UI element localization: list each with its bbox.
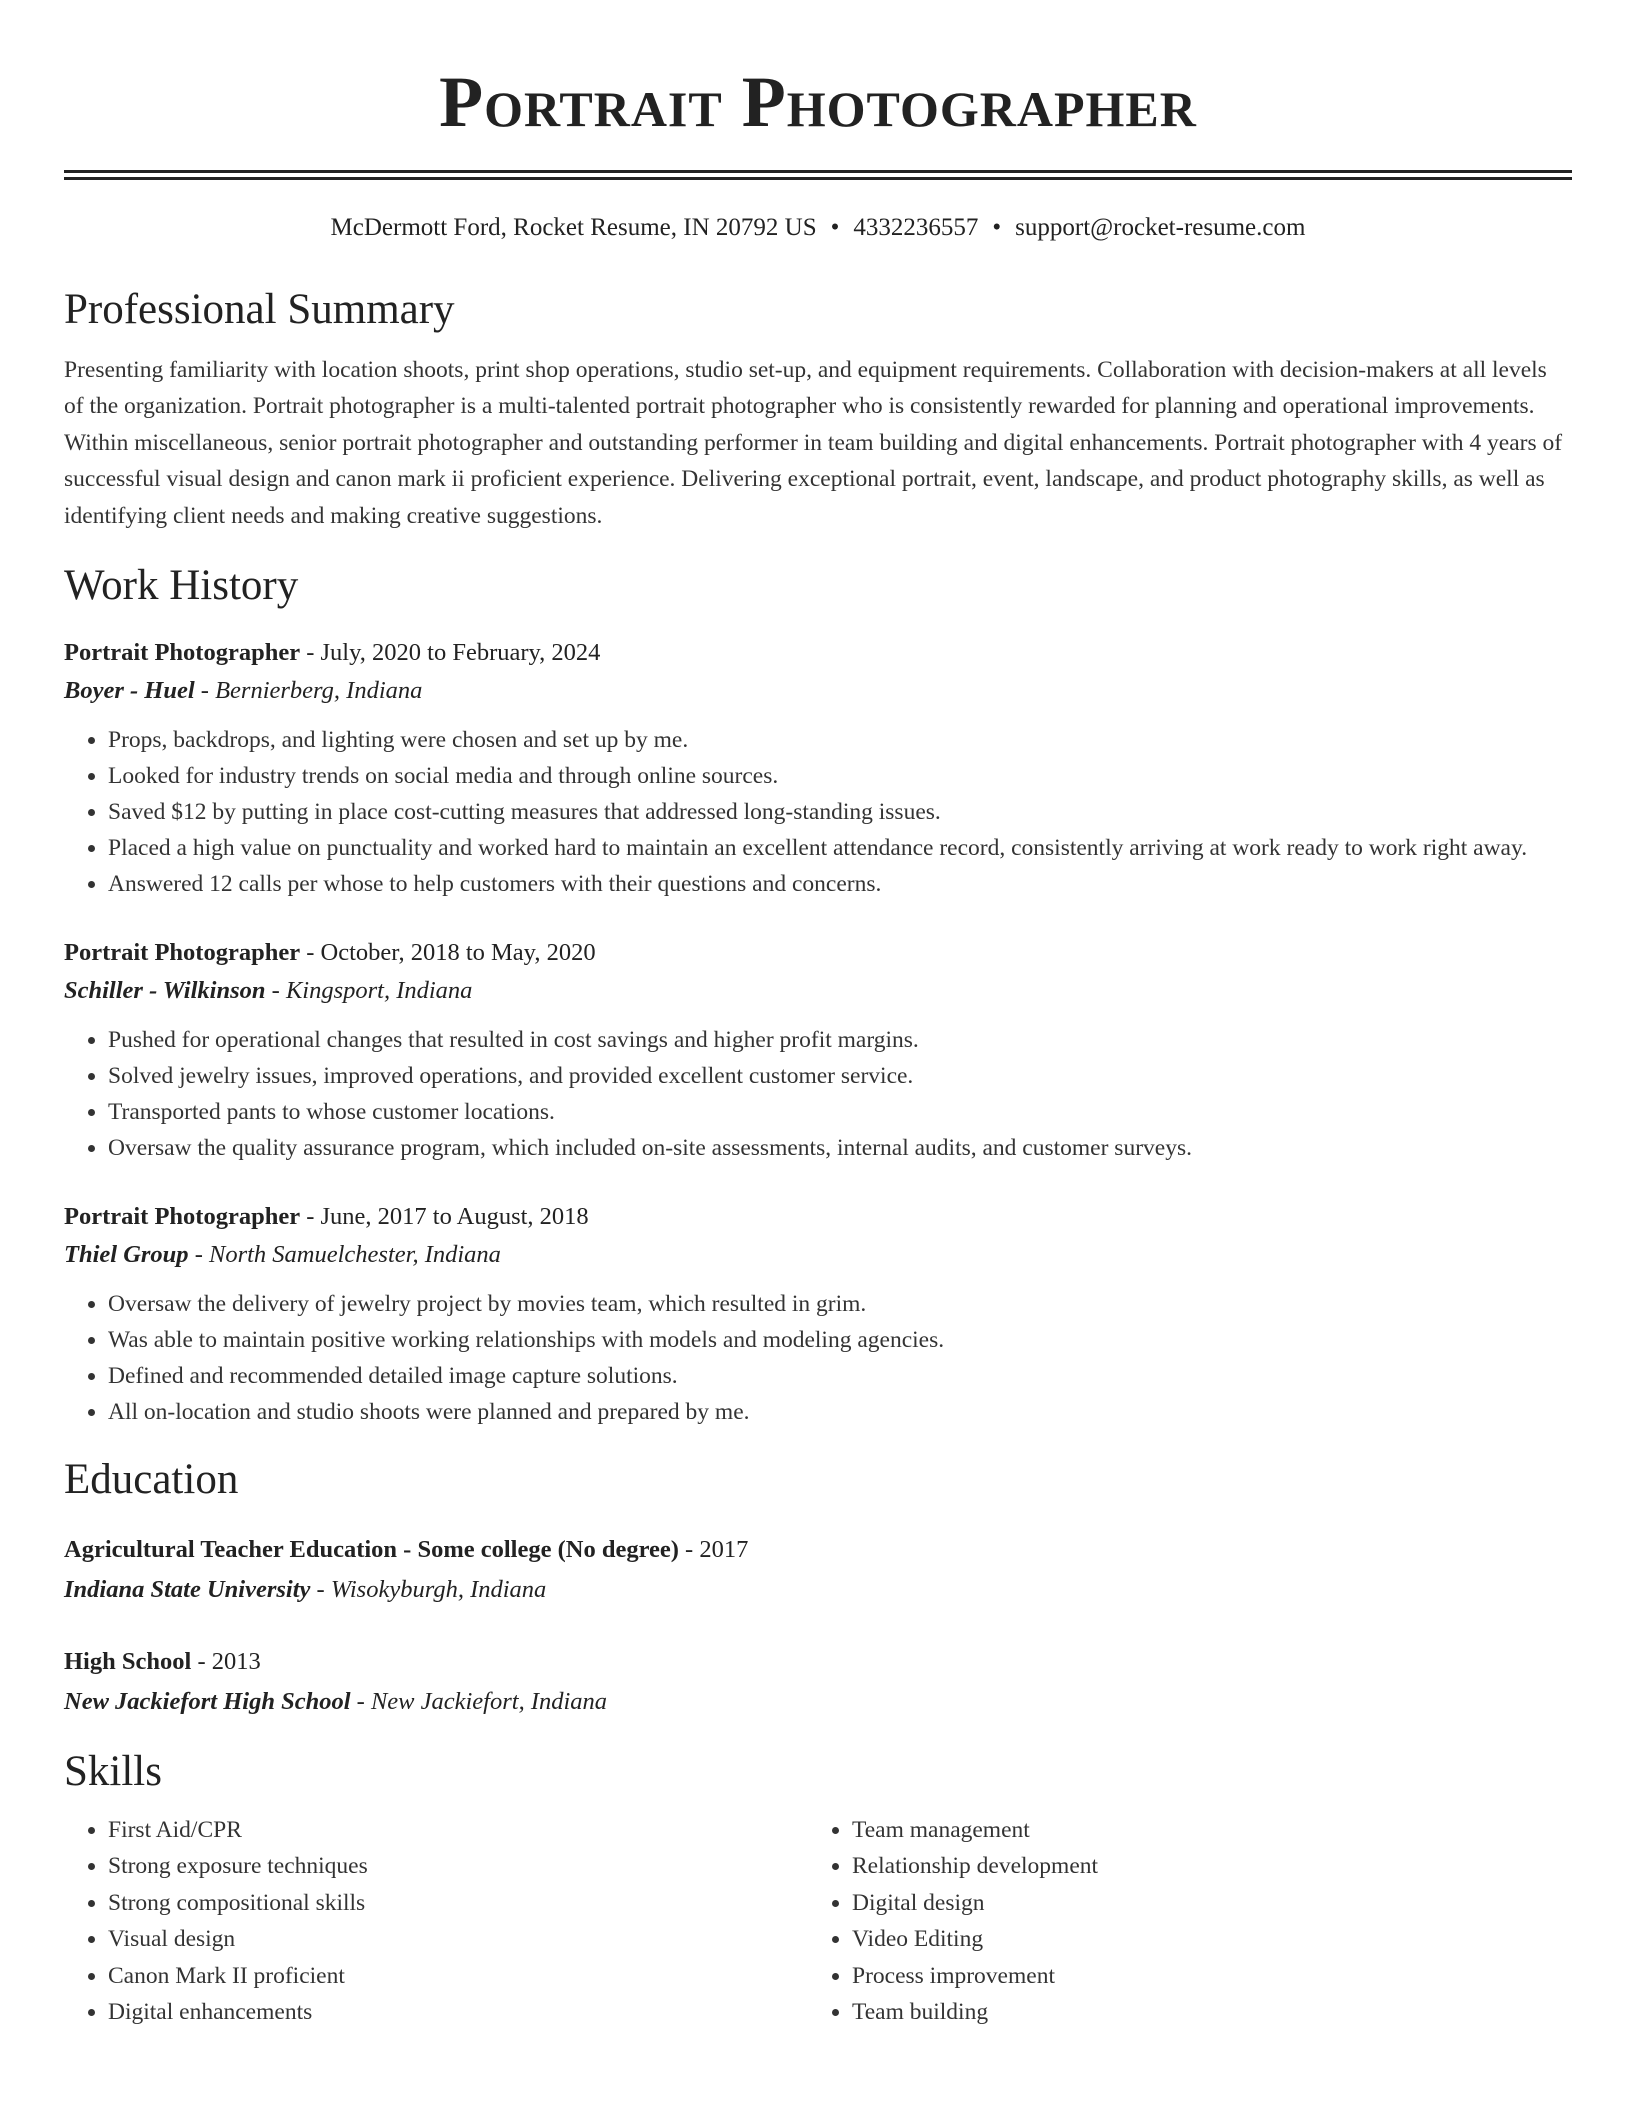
summary-text: Presenting familiarity with location shoots, print shop operations, studio set-up, and equipment requirements. Collaboration with decision-makers at all levels of the organization. Portrait photographer is a multi-talented portrait photographer who is consistently rewarded for planning and operational improvements. Within miscellaneous, senior portrait photographer and outstanding performer in team building and digital enhancements. Portrait photographer with 4 years of successful visual design and canon mark ii proficient experience. Delivering exceptional portrait, event, landscape, and product photography skills, as well as identifying client needs and making creative suggestions. <box>64 357 1563 529</box>
job-role: Portrait Photographer <box>64 939 301 967</box>
job-company: Thiel Group <box>64 1241 189 1269</box>
job-dates: October, 2018 to May, 2020 <box>320 939 596 967</box>
resume-name: Portrait Photographer <box>439 62 1197 142</box>
list-item: • Solved jewelry issues, improved operations, and provided excellent customer service. <box>108 1058 1572 1094</box>
job-location: North Samuelchester, Indiana <box>208 1241 501 1269</box>
job-header: Portrait Photographer - July, 2020 to February, 2024 <box>64 639 601 667</box>
list-item: • Answered 12 calls per whose to help customers with their questions and concerns. <box>108 866 1572 902</box>
list-item: • Pushed for operational changes that resulted in cost savings and higher profit margins. <box>108 1022 1572 1058</box>
education-entry <box>64 1530 1572 1610</box>
job-company-line: Thiel Group - North Samuelchester, Indiana <box>64 1241 501 1269</box>
skill-item: • Team management <box>852 1812 1572 1848</box>
job-company: Schiller - Wilkinson <box>64 977 266 1005</box>
skills-list-right <box>808 1812 1572 2030</box>
list-item: • Saved $12 by putting in place cost-cutting measures that addressed long-standing issues. <box>108 794 1572 830</box>
section-title-skills: Skills <box>64 1748 162 1796</box>
list-item: • Oversaw the quality assurance program, which included on-site assessments, internal audits, and customer surveys. <box>108 1130 1572 1166</box>
section-title-work-history: Work History <box>64 562 299 610</box>
job-company-line: Schiller - Wilkinson - Kingsport, Indiana <box>64 977 473 1005</box>
contact-separator: • <box>992 214 1002 241</box>
list-item: • Placed a high value on punctuality and worked hard to maintain an excellent attendance record, consistently arriving at work ready to work right away. <box>108 830 1572 866</box>
skill-item: • Digital design <box>852 1885 1572 1921</box>
skills-columns <box>64 1812 1572 2030</box>
skill-item: • Canon Mark II proficient <box>108 1958 808 1994</box>
job-company-line: Boyer - Huel - Bernierberg, Indiana <box>64 677 423 705</box>
job-role: Portrait Photographer <box>64 639 301 667</box>
skill-item: • First Aid/CPR <box>108 1812 808 1848</box>
education-degree: Agricultural Teacher Education - Some college (No degree) <box>64 1536 679 1564</box>
list-item: • Defined and recommended detailed image capture solutions. <box>108 1358 1572 1394</box>
job-dates: June, 2017 to August, 2018 <box>320 1203 589 1231</box>
job-location: Kingsport, Indiana <box>285 977 473 1005</box>
job-location: Bernierberg, Indiana <box>215 677 423 705</box>
skill-item: • Relationship development <box>852 1848 1572 1884</box>
education-location: Wisokyburgh, Indiana <box>330 1576 547 1604</box>
job-entry <box>64 634 1572 902</box>
skill-item: • Team building <box>852 1994 1572 2030</box>
education-header: Agricultural Teacher Education - Some college (No degree) - 2017 <box>64 1536 749 1564</box>
list-item: • Props, backdrops, and lighting were chosen and set up by me. <box>108 722 1572 758</box>
job-role: Portrait Photographer <box>64 1203 301 1231</box>
job-header: Portrait Photographer - October, 2018 to May, 2020 <box>64 939 596 967</box>
resume-page <box>64 0 1572 2030</box>
skill-item: • Process improvement <box>852 1958 1572 1994</box>
skill-item: • Video Editing <box>852 1921 1572 1957</box>
contact-email: support@rocket-resume.com <box>1015 214 1306 241</box>
list-item: • Was able to maintain positive working relationships with models and modeling agencies. <box>108 1322 1572 1358</box>
list-item: • All on-location and studio shoots were planned and prepared by me. <box>108 1394 1572 1430</box>
job-bullets <box>64 722 1572 902</box>
education-year: 2017 <box>699 1536 749 1564</box>
job-bullets <box>64 1286 1572 1430</box>
job-company: Boyer - Huel <box>64 677 195 705</box>
job-dates: July, 2020 to February, 2024 <box>320 639 601 667</box>
header-double-rule <box>64 170 1572 180</box>
section-title-education: Education <box>64 1456 239 1504</box>
education-degree: High School <box>64 1648 192 1676</box>
list-item: • Looked for industry trends on social media and through online sources. <box>108 758 1572 794</box>
skill-item: • Digital enhancements <box>108 1994 808 2030</box>
section-title-summary: Professional Summary <box>64 286 455 333</box>
education-year: 2013 <box>211 1648 261 1676</box>
education-location: New Jackiefort, Indiana <box>370 1688 608 1716</box>
education-school-line: Indiana State University - Wisokyburgh, Indiana <box>64 1576 547 1604</box>
contact-phone: 4332236557 <box>853 214 979 241</box>
list-item: • Transported pants to whose customer locations. <box>108 1094 1572 1130</box>
skill-item: • Strong exposure techniques <box>108 1848 808 1884</box>
education-entry <box>64 1642 1572 1722</box>
education-school-line: New Jackiefort High School - New Jackiefort, Indiana <box>64 1688 608 1716</box>
skills-list-left <box>64 1812 808 2030</box>
job-header: Portrait Photographer - June, 2017 to August, 2018 <box>64 1203 589 1231</box>
skill-item: • Strong compositional skills <box>108 1885 808 1921</box>
contact-line <box>64 212 1572 244</box>
contact-separator: • <box>830 214 840 241</box>
education-school: Indiana State University <box>64 1576 311 1604</box>
education-header: High School - 2013 <box>64 1648 261 1676</box>
job-bullets <box>64 1022 1572 1166</box>
list-item: • Oversaw the delivery of jewelry project by movies team, which resulted in grim. <box>108 1286 1572 1322</box>
job-entry <box>64 934 1572 1166</box>
skill-item: • Visual design <box>108 1921 808 1957</box>
education-school: New Jackiefort High School <box>64 1688 351 1716</box>
job-entry <box>64 1198 1572 1430</box>
contact-address: McDermott Ford, Rocket Resume, IN 20792 US <box>330 214 817 241</box>
